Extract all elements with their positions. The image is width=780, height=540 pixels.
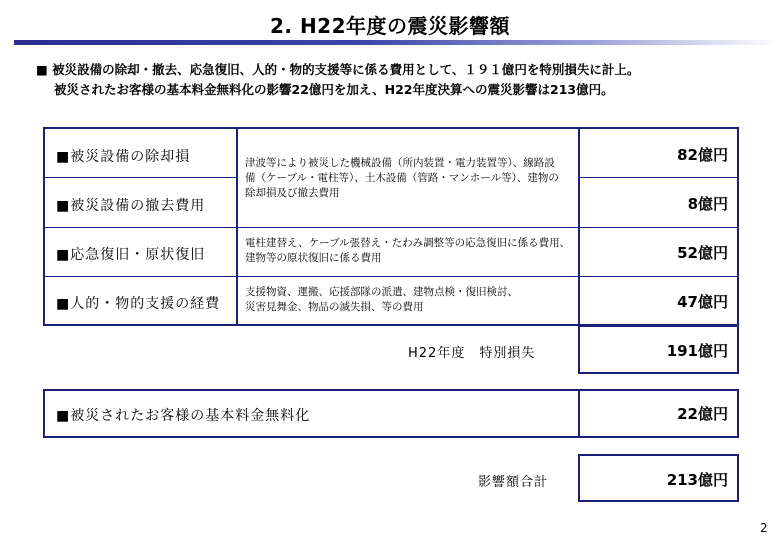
desc-row3-line-2: 建物等の原状復旧に係る費用 [245,252,382,264]
desc-row4-line-2: 災害見舞金、物品の滅失損、等の費用 [245,301,424,313]
table-desc-row-3 [245,236,575,266]
title-underline [14,40,780,45]
table-row-2-amount: 8億円 [687,195,728,213]
free-fee-divider [578,390,580,437]
desc-merged-line-1: 津波等により被災した機械設備（所内装置・電力装置等）、線路設 [245,157,555,169]
table-row-1-category: ■被災設備の除却損 [56,149,191,165]
row-divider-1b [580,177,738,178]
total-amount: 213億円 [666,471,728,489]
desc-row3-line-1: 電柱建替え、ケーブル張替え・たわみ調整等の応急復旧に係る費用、 [245,237,571,249]
summary [36,60,766,100]
table-desc-row-4 [245,285,575,315]
table-row-3-amount: 52億円 [677,244,728,262]
desc-row4-line-1: 支援物資、運搬、応援部隊の派遣、建物点検・復旧検討、 [245,286,518,298]
page-number: 2 [760,521,768,535]
table-row-2-category: ■被災設備の撤去費用 [56,198,206,214]
row-divider-3 [44,276,738,277]
row-divider-1 [44,177,237,178]
table-row-4-category: ■人的・物的支援の経費 [56,296,221,312]
total-label: 影響額合計 [478,475,549,490]
desc-merged-line-3: 除却損及び撤去費用 [245,187,340,199]
subtotal-amount: 191億円 [666,342,728,360]
table-row-4-amount: 47億円 [677,293,728,311]
table-row-3-category: ■応急復旧・原状復旧 [56,247,206,263]
table-row-1-amount: 82億円 [677,146,728,164]
table-desc-merged [245,156,575,201]
desc-merged-line-2: 備（ケーブル・電柱等）、土木設備（管路・マンホール等）、建物の [245,172,559,184]
summary-line-1: ■ 被災設備の除却・撤去、応急復旧、人的・物的支援等に係る費用として、１９１億円を特別損失に計上。 [36,62,640,77]
subtotal-label: H22年度 特別損失 [408,346,536,361]
free-fee-amount: 22億円 [677,405,728,423]
row-divider-2 [44,227,738,228]
free-fee-label: ■被災されたお客様の基本料金無料化 [56,408,311,424]
page-title: 2. H22年度の震災影響額 [269,14,511,38]
summary-line-2: 被災されたお客様の基本料金無料化の影響22億円を加え、H22年度決算への震災影響は213億円。 [54,82,614,97]
